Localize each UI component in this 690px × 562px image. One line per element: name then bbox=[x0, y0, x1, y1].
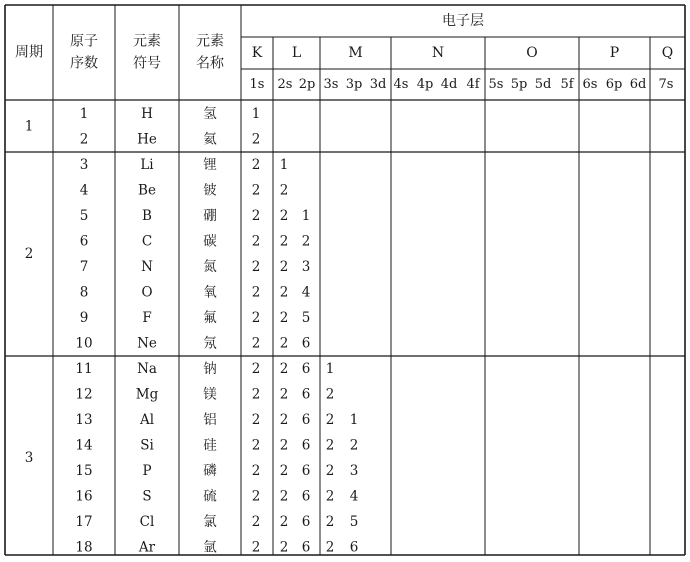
electron-count-2s: 2 bbox=[279, 513, 289, 530]
element-symbol-cell: B bbox=[142, 207, 152, 224]
atomic-number-cell: 18 bbox=[75, 539, 93, 556]
electron-count-2s: 2 bbox=[279, 309, 289, 326]
electron-count-1s: 2 bbox=[251, 207, 261, 224]
electron-count-1s: 2 bbox=[251, 335, 261, 352]
element-symbol-cell: N bbox=[141, 258, 153, 275]
electron-count-3p: 2 bbox=[349, 437, 359, 454]
electron-count-3p: 6 bbox=[349, 539, 359, 556]
subshell-label-6d: 6d bbox=[629, 77, 647, 92]
atomic-number-cell: 15 bbox=[75, 462, 93, 479]
element-name-cell: 锂 bbox=[203, 156, 217, 173]
electron-count-2p: 6 bbox=[301, 335, 311, 352]
header-symbol-line2: 符号 bbox=[133, 55, 161, 72]
electron-count-2p: 6 bbox=[301, 386, 311, 403]
atomic-number-cell: 2 bbox=[79, 131, 89, 148]
element-name-cell: 氮 bbox=[203, 258, 217, 275]
electron-count-1s: 1 bbox=[251, 105, 261, 122]
element-symbol-cell: Si bbox=[140, 437, 154, 454]
element-symbol-cell: P bbox=[142, 462, 152, 479]
element-name-cell: 氟 bbox=[203, 309, 217, 326]
element-symbol-cell: Cl bbox=[139, 513, 155, 530]
electron-count-1s: 2 bbox=[251, 513, 261, 530]
atomic-number-cell: 10 bbox=[75, 335, 93, 352]
electron-count-3s: 2 bbox=[325, 462, 335, 479]
period-label: 1 bbox=[24, 118, 34, 135]
shell-label-O: O bbox=[526, 45, 538, 61]
header-atomic-number-line1: 原子 bbox=[70, 33, 98, 50]
element-name-cell: 氧 bbox=[203, 284, 217, 301]
element-symbol-cell: H bbox=[141, 105, 153, 122]
electron-count-1s: 2 bbox=[251, 233, 261, 250]
subshell-label-2p: 2p bbox=[298, 77, 316, 92]
header-name-line2: 名称 bbox=[196, 55, 224, 72]
atomic-number-cell: 12 bbox=[75, 386, 93, 403]
shell-label-N: N bbox=[431, 45, 445, 61]
element-symbol-cell: C bbox=[141, 233, 153, 250]
electron-count-2s: 2 bbox=[279, 335, 289, 352]
electron-count-3s: 2 bbox=[325, 488, 335, 505]
element-symbol-cell: Al bbox=[139, 411, 155, 428]
element-name-cell: 碳 bbox=[203, 233, 217, 250]
subshell-label-3d: 3d bbox=[369, 77, 387, 92]
subshell-label-4s: 4s bbox=[393, 77, 409, 92]
atomic-number-cell: 7 bbox=[79, 258, 89, 275]
shell-label-Q: Q bbox=[661, 45, 674, 61]
electron-count-2p: 6 bbox=[301, 360, 311, 377]
atomic-number-cell: 14 bbox=[75, 437, 93, 454]
electron-count-2p: 2 bbox=[301, 233, 311, 250]
electron-count-3s: 2 bbox=[325, 386, 335, 403]
electron-count-2s: 2 bbox=[279, 462, 289, 479]
shell-label-L: L bbox=[291, 45, 302, 61]
electron-count-3p: 4 bbox=[349, 488, 359, 505]
element-symbol-cell: He bbox=[137, 131, 157, 148]
shell-label-P: P bbox=[609, 45, 620, 61]
atomic-number-cell: 17 bbox=[75, 513, 93, 530]
atomic-number-cell: 3 bbox=[79, 156, 89, 173]
electron-count-3s: 2 bbox=[325, 539, 335, 556]
electron-count-2p: 6 bbox=[301, 437, 311, 454]
header-atomic-number-line2: 序数 bbox=[70, 55, 98, 72]
electron-count-1s: 2 bbox=[251, 360, 261, 377]
electron-count-1s: 2 bbox=[251, 411, 261, 428]
electron-count-1s: 2 bbox=[251, 182, 261, 199]
atomic-number-cell: 8 bbox=[79, 284, 89, 301]
electron-count-1s: 2 bbox=[251, 284, 261, 301]
electron-count-2s: 1 bbox=[279, 156, 289, 173]
electron-count-3p: 1 bbox=[349, 411, 359, 428]
electron-count-2s: 2 bbox=[279, 360, 289, 377]
electron-count-1s: 2 bbox=[251, 462, 261, 479]
element-name-cell: 铍 bbox=[203, 182, 217, 199]
electron-count-2s: 2 bbox=[279, 284, 289, 301]
subshell-label-4d: 4d bbox=[440, 77, 458, 92]
subshell-label-3p: 3p bbox=[345, 77, 363, 92]
electron-count-3s: 2 bbox=[325, 411, 335, 428]
electron-count-2s: 2 bbox=[279, 539, 289, 556]
element-symbol-cell: Na bbox=[137, 360, 157, 377]
electron-count-2p: 6 bbox=[301, 539, 311, 556]
element-symbol-cell: Ne bbox=[137, 335, 157, 352]
subshell-label-5f: 5f bbox=[560, 77, 574, 92]
element-name-cell: 磷 bbox=[203, 462, 217, 479]
element-symbol-cell: O bbox=[141, 284, 153, 301]
subshell-label-1s: 1s bbox=[249, 77, 265, 92]
subshell-label-4p: 4p bbox=[416, 77, 434, 92]
electron-count-1s: 2 bbox=[251, 258, 261, 275]
element-name-cell: 硼 bbox=[203, 207, 217, 224]
subshell-label-2s: 2s bbox=[277, 77, 293, 92]
atomic-number-cell: 13 bbox=[75, 411, 93, 428]
subshell-label-4f: 4f bbox=[466, 77, 480, 92]
element-name-cell: 氯 bbox=[203, 513, 217, 530]
electron-count-2p: 6 bbox=[301, 462, 311, 479]
element-symbol-cell: Be bbox=[138, 182, 156, 199]
element-name-cell: 镁 bbox=[203, 386, 217, 403]
electron-count-2s: 2 bbox=[279, 386, 289, 403]
element-symbol-cell: Mg bbox=[135, 386, 159, 403]
electron-count-2p: 1 bbox=[301, 207, 311, 224]
atomic-number-cell: 16 bbox=[75, 488, 93, 505]
element-name-cell: 氢 bbox=[203, 105, 217, 122]
element-name-cell: 铝 bbox=[203, 411, 217, 428]
atomic-number-cell: 1 bbox=[79, 105, 89, 122]
electron-count-3s: 2 bbox=[325, 513, 335, 530]
atomic-number-cell: 4 bbox=[79, 182, 89, 199]
electron-count-1s: 2 bbox=[251, 437, 261, 454]
header-name-line1: 元素 bbox=[196, 33, 224, 50]
electron-count-1s: 2 bbox=[251, 309, 261, 326]
shell-label-M: M bbox=[348, 45, 363, 61]
subshell-label-6s: 6s bbox=[582, 77, 598, 92]
electron-count-2s: 2 bbox=[279, 182, 289, 199]
subshell-label-5d: 5d bbox=[534, 77, 552, 92]
element-name-cell: 氖 bbox=[203, 335, 217, 352]
header-electron-shells: 电子层 bbox=[442, 13, 484, 29]
electron-count-2s: 2 bbox=[279, 488, 289, 505]
shell-label-K: K bbox=[251, 45, 263, 61]
subshell-label-7s: 7s bbox=[658, 77, 674, 92]
atomic-number-cell: 11 bbox=[75, 360, 93, 377]
element-name-cell: 氦 bbox=[203, 131, 217, 148]
electron-count-1s: 2 bbox=[251, 131, 261, 148]
electron-count-3p: 5 bbox=[349, 513, 359, 530]
period-label: 2 bbox=[24, 246, 34, 262]
element-symbol-cell: Ar bbox=[138, 539, 156, 556]
subshell-label-3s: 3s bbox=[323, 77, 339, 92]
header-period: 周期 bbox=[15, 44, 43, 61]
electron-count-2p: 6 bbox=[301, 411, 311, 428]
electron-count-2s: 2 bbox=[279, 258, 289, 275]
electron-count-1s: 2 bbox=[251, 539, 261, 556]
electron-count-2p: 6 bbox=[301, 513, 311, 530]
electron-count-2s: 2 bbox=[279, 233, 289, 250]
atomic-number-cell: 6 bbox=[79, 233, 89, 250]
electron-count-3p: 3 bbox=[349, 462, 359, 479]
electron-count-2p: 4 bbox=[301, 284, 311, 301]
electron-count-1s: 2 bbox=[251, 488, 261, 505]
element-symbol-cell: F bbox=[142, 309, 152, 326]
electron-count-3s: 2 bbox=[325, 437, 335, 454]
electron-count-3s: 1 bbox=[325, 360, 335, 377]
element-name-cell: 硅 bbox=[203, 437, 217, 454]
element-name-cell: 硫 bbox=[203, 488, 217, 505]
subshell-label-5s: 5s bbox=[488, 77, 504, 92]
electron-count-2p: 3 bbox=[301, 258, 311, 275]
electron-count-1s: 2 bbox=[251, 156, 261, 173]
electron-count-2s: 2 bbox=[279, 437, 289, 454]
atomic-number-cell: 9 bbox=[79, 309, 89, 326]
atomic-number-cell: 5 bbox=[79, 207, 89, 224]
subshell-label-5p: 5p bbox=[510, 77, 528, 92]
element-symbol-cell: S bbox=[142, 488, 152, 505]
period-label: 3 bbox=[24, 450, 34, 466]
subshell-label-6p: 6p bbox=[605, 77, 623, 92]
electron-count-2s: 2 bbox=[279, 411, 289, 428]
header-symbol-line1: 元素 bbox=[133, 33, 161, 50]
element-name-cell: 钠 bbox=[203, 360, 217, 377]
electron-count-2p: 6 bbox=[301, 488, 311, 505]
element-name-cell: 氩 bbox=[203, 539, 217, 556]
electron-count-2s: 2 bbox=[279, 207, 289, 224]
element-symbol-cell: Li bbox=[140, 156, 154, 173]
electron-count-2p: 5 bbox=[301, 309, 311, 326]
electron-count-1s: 2 bbox=[251, 386, 261, 403]
